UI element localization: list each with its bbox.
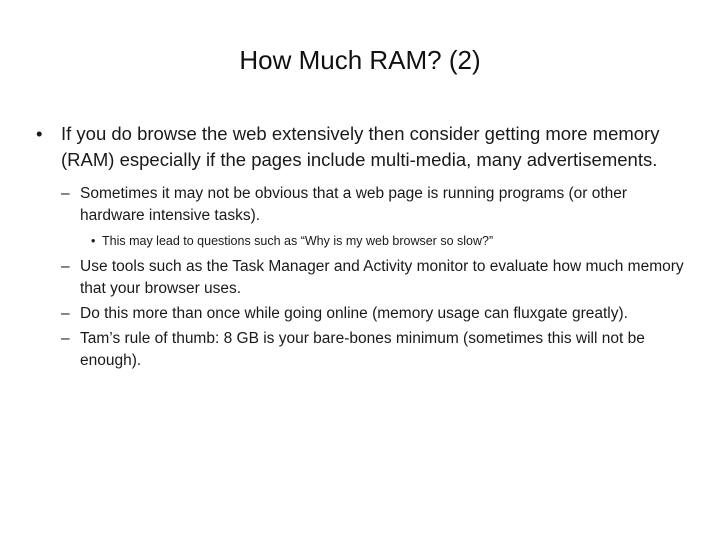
bullet-marker: • bbox=[36, 123, 43, 144]
subbullet-marker: – bbox=[61, 305, 70, 322]
bullet-item bbox=[36, 121, 686, 173]
subbullet-item bbox=[61, 256, 686, 300]
subbullet-text: Do this more than once while going online (memory usage can fluxgate greatly). bbox=[80, 305, 628, 322]
subbullet-item bbox=[61, 328, 686, 372]
slide-body bbox=[36, 121, 686, 375]
subbullet-text: Sometimes it may not be obvious that a web page is running programs (or other hardware intensive tasks). bbox=[80, 185, 628, 224]
subbullet-item bbox=[61, 303, 686, 325]
subbullet-text: Use tools such as the Task Manager and Activity monitor to evaluate how much memory that your browser uses. bbox=[80, 258, 684, 297]
bullet-text: If you do browse the web extensively then consider getting more memory (RAM) especially if the pages include multi-media, many advertisements. bbox=[61, 123, 660, 170]
subbullet-item bbox=[61, 183, 686, 227]
subbullet-marker: – bbox=[61, 258, 70, 275]
subbullet-marker: – bbox=[61, 185, 70, 202]
subbullet-marker: – bbox=[61, 330, 70, 347]
subsubbullet-item bbox=[91, 232, 686, 250]
subsubbullet-marker: • bbox=[91, 234, 96, 248]
subsubbullet-text: This may lead to questions such as “Why is my web browser so slow?” bbox=[102, 234, 494, 248]
subbullet-text: Tam’s rule of thumb: 8 GB is your bare-bones minimum (sometimes this will not be enough). bbox=[80, 330, 645, 369]
slide-title: How Much RAM? (2) bbox=[239, 45, 481, 75]
